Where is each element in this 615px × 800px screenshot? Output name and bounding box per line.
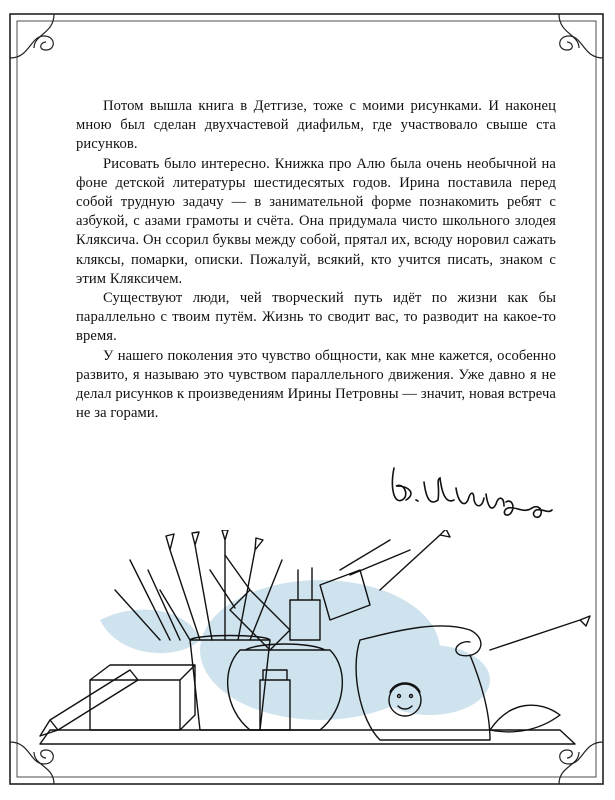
brush-lying — [490, 616, 590, 650]
paragraph: Рисовать было интересно. Книжка про Алю была очень необычной на фоне детской литературы шестидесятых годов. Ирина поставила перед собой трудную задачу — в занимательной форме познакомить ребят с азбукой, с азами грамоты и счёта. Она придумала чисто школьного злодея Кляксича. Он ссорил буквы между собой, прятал их, всюду норовил сажать кляксы, помарки, описки. Пожалуй, всякий, кто учится писать, знаком с этим Кляксичем. — [76, 155, 556, 287]
paragraph: У нашего поколения это чувство общности, как мне кажется, особенно развито, я называю это чувством параллельного движения. Уже давно я не делал рисунков к произведениям Ирины Петровны — значит, новая встреча не за горами. — [76, 347, 556, 422]
table-shelf — [40, 730, 575, 744]
drawing-box — [90, 665, 195, 730]
author-signature — [380, 448, 560, 538]
leaf-decoration — [490, 705, 560, 732]
paragraph: Существуют люди, чей творческий путь идёт по жизни как бы параллельно с твоим путём. Жизнь то сводит вас, то разводит на какое-то время. — [76, 290, 556, 345]
paragraph: Потом вышла книга в Детгизе, тоже с моими рисунками. И наконец мною был сделан двухчастевой диафильм, где участвовало свыше ста рисунков. — [76, 98, 556, 153]
signature-drawing — [380, 448, 560, 538]
article-text — [76, 97, 556, 423]
art-supplies-illustration — [20, 530, 595, 770]
